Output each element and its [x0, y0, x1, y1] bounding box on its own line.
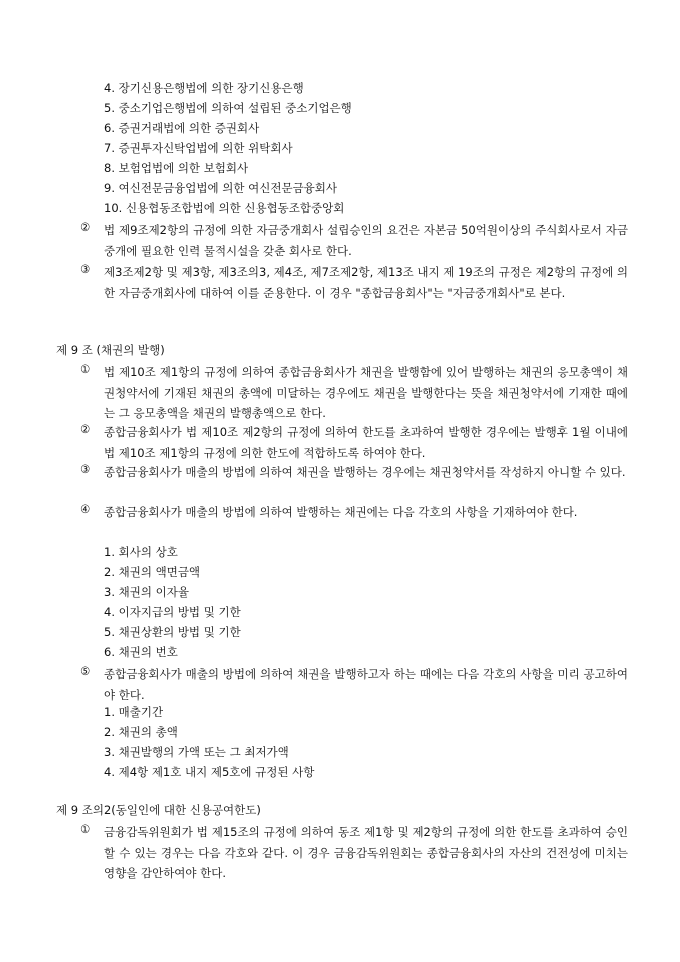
paragraph-5 [80, 664, 628, 705]
paragraph-number: ① [80, 822, 91, 836]
list-item: 3. 채권의 이자율 [104, 585, 189, 599]
list-item: 5. 중소기업은행법에 의하여 설립된 중소기업은행 [104, 101, 352, 115]
article-heading: 제 9 조 (채권의 발행) [56, 343, 165, 357]
paragraph-number: ⑤ [80, 664, 91, 678]
paragraph-text: 금융감독위원회가 법 제15조의 규정에 의하여 동조 제1항 및 제2항의 규정에 의한 한도를 초과하여 승인할 수 있는 경우는 다음 각호와 같다. 이 경우 금융감독위원회는 종합금융회사의 자산의 건전성에 미치는 영향을 감안하여야 한다. [104, 825, 628, 880]
list-item: 2. 채권의 총액 [104, 725, 178, 739]
list-item: 2. 채권의 액면금액 [104, 565, 201, 579]
list-item: 10. 신용협동조합법에 의한 신용협동조합중앙회 [104, 201, 345, 215]
paragraph-number: ③ [80, 462, 91, 476]
paragraph-number: ② [80, 422, 91, 436]
paragraph-1 [80, 822, 628, 884]
paragraph-text: 종합금융회사가 법 제10조 제2항의 규정에 의하여 한도를 초과하여 발행한 경우에는 발행후 1월 이내에 법 제10조 제1항의 규정에 의한 한도에 적합하도록 하여야 한다. [104, 425, 628, 460]
paragraph-text: 종합금융회사가 매출의 방법에 의하여 채권을 발행하고자 하는 때에는 다음 각호의 사항을 미리 공고하여야 한다. [104, 667, 628, 702]
list-item: 6. 채권의 번호 [104, 645, 178, 659]
list-item: 3. 채권발행의 가액 또는 그 최저가액 [104, 745, 289, 759]
paragraph-2 [80, 422, 628, 463]
paragraph-1 [80, 362, 628, 424]
list-item: 4. 이자지급의 방법 및 기한 [104, 605, 241, 619]
paragraph-text: 법 제9조제2항의 규정에 의한 자금중개회사 설립승인의 요건은 자본금 50억원이상의 주식회사로서 자금중개에 필요한 인력 물적시설을 갖춘 회사로 한다. [104, 223, 628, 258]
list-item: 4. 장기신용은행법에 의한 장기신용은행 [104, 81, 304, 95]
paragraph-4 [80, 502, 628, 523]
paragraph-3 [80, 462, 628, 483]
list-item: 8. 보험업법에 의한 보험회사 [104, 161, 249, 175]
paragraph-text: 법 제10조 제1항의 규정에 의하여 종합금융회사가 채권을 발행함에 있어 발행하는 채권의 응모총액이 채권청약서에 기재된 채권의 총액에 미달하는 경우에도 채권을 발행한다는 뜻을 채권청약서에 기재한 때에는 그 응모총액을 채권의 발행총액으로 한다. [104, 365, 628, 420]
paragraph-number: ② [80, 220, 91, 234]
paragraph-2 [80, 220, 628, 261]
paragraph-3 [80, 262, 628, 303]
paragraph-text: 종합금융회사가 매출의 방법에 의하여 채권을 발행하는 경우에는 채권청약서를 작성하지 아니할 수 있다. [104, 465, 626, 479]
paragraph-number: ① [80, 362, 91, 376]
list-item: 5. 채권상환의 방법 및 기한 [104, 625, 241, 639]
list-item: 9. 여신전문금융업법에 의한 여신전문금융회사 [104, 181, 338, 195]
paragraph-text: 종합금융회사가 매출의 방법에 의하여 발행하는 채권에는 다음 각호의 사항을 기재하여야 한다. [104, 505, 578, 519]
list-item: 6. 증권거래법에 의한 증권회사 [104, 121, 260, 135]
list-item: 7. 증권투자신탁업법에 의한 위탁회사 [104, 141, 293, 155]
list-item: 1. 매출기간 [104, 705, 164, 719]
paragraph-number: ③ [80, 262, 91, 276]
list-item: 1. 회사의 상호 [104, 545, 178, 559]
article-heading: 제 9 조의2(동일인에 대한 신용공여한도) [56, 803, 261, 817]
paragraph-number: ④ [80, 502, 91, 516]
list-item: 4. 제4항 제1호 내지 제5호에 규정된 사항 [104, 765, 315, 779]
paragraph-text: 제3조제2항 및 제3항, 제3조의3, 제4조, 제7조제2항, 제13조 내지 제 19조의 규정은 제2항의 규정에 의한 자금중개회사에 대하여 이를 준용한다. 이 경우 "종합금융회사"는 "자금중개회사"로 본다. [104, 265, 628, 300]
